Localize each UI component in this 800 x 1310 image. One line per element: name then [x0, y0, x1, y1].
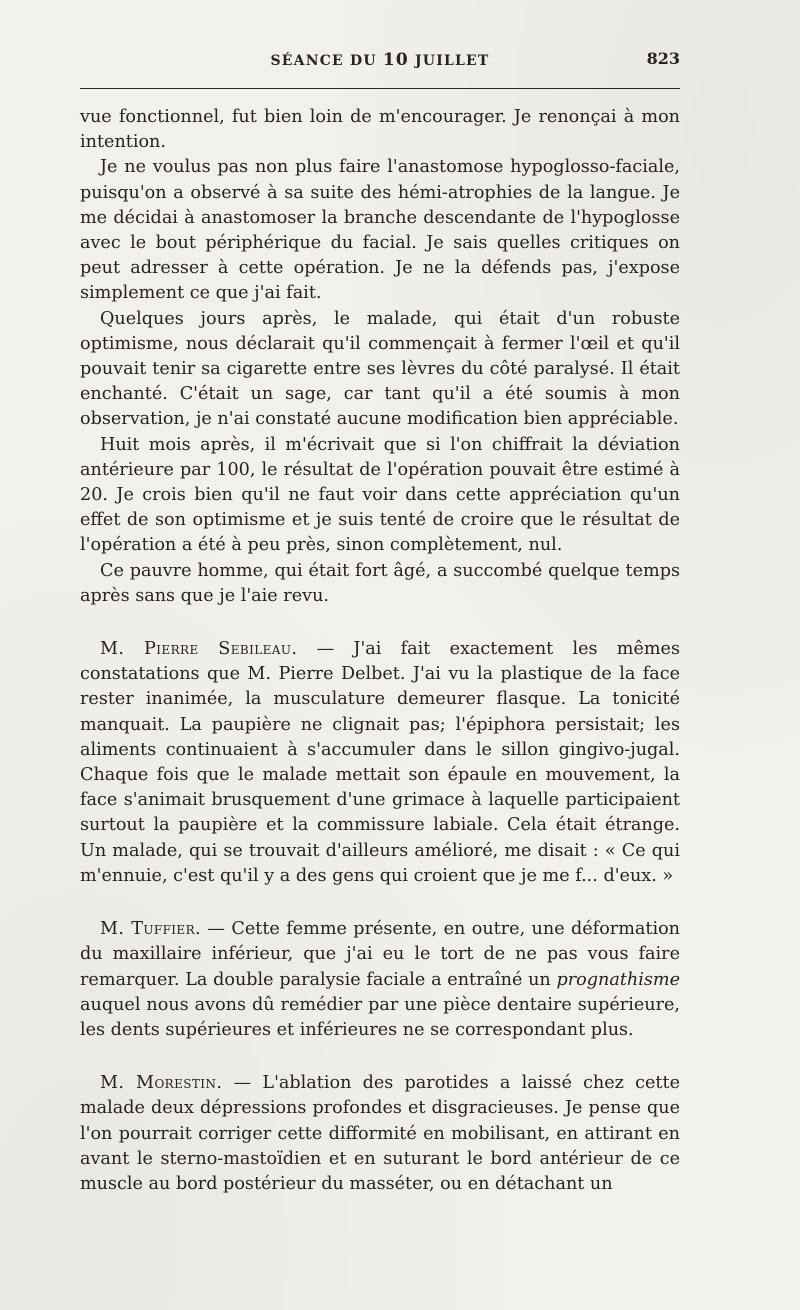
page-number: 823 — [646, 49, 680, 68]
speaker-tuffier: M. Tuffier. — [100, 919, 202, 940]
tuffier-text-a: — Cette femme présente, en outre, une déformation du maxillaire inférieur, que j'ai eu le tort de ne pas vous faire remarquer. La double paralysie faciale a entraîné un — [80, 919, 680, 990]
paragraph-sebileau — [80, 637, 680, 889]
body-text — [80, 105, 680, 1197]
paragraph-continuation: vue fonctionnel, fut bien loin de m'encourager. Je renonçai à mon intention. — [80, 107, 680, 153]
section-gap — [80, 889, 680, 917]
paragraph-morestin — [80, 1071, 680, 1197]
tuffier-text-b: auquel nous avons dû remédier par une pièce dentaire supérieure, les dents supérieures et inférieures ne se correspondant plus. — [80, 994, 680, 1040]
running-head-day: 10 — [382, 50, 409, 70]
running-head — [80, 50, 680, 70]
paragraph-quelques-jours: Quelques jours après, le malade, qui était d'un robuste optimisme, nous déclarait qu'il commençait à fermer l'œil et qu'il pouvait tenir sa cigarette entre ses lèvres du côté paralysé. Il était enchanté. C'était un sage, car tant qu'il a été soumis à mon observation, je n'ai constaté aucune modification bien appréciable. — [80, 308, 680, 430]
tuffier-italic-term: prognathisme — [556, 969, 680, 990]
morestin-text: — L'ablation des parotides a laissé chez cette malade deux dépressions profondes et disgracieuses. Je pense que l'on pourrait corriger cette difformité en mobilisant, en attirant en avant le sterno-mastoïdien et en suturant le bord antérieur de ce muscle au bord postérieur du masséter, ou en détachant un — [80, 1073, 680, 1194]
paragraph-pauvre-homme: Ce pauvre homme, qui était fort âgé, a succombé quelque temps après sans que je l'aie revu. — [80, 560, 680, 606]
paragraph-anastomose: Je ne voulus pas non plus faire l'anastomose hypoglosso-faciale, puisqu'on a observé à sa suite des hémi-atrophies de la langue. Je me décidai à anastomoser la branche descendante de l'hypoglosse avec le bout périphérique du facial. Je sais quelles critiques on peut adresser à cette opération. Je ne la défends pas, j'expose simplement ce que j'ai fait. — [80, 157, 680, 304]
running-head-prefix: SÉANCE DU — [270, 53, 383, 69]
section-gap — [80, 1043, 680, 1071]
speaker-sebileau: M. Pierre Sebileau. — [100, 639, 298, 660]
header-rule — [80, 88, 680, 89]
section-gap — [80, 609, 680, 637]
running-head-suffix: JUILLET — [408, 53, 490, 69]
page-header — [80, 50, 680, 74]
paragraph-huit-mois: Huit mois après, il m'écrivait que si l'on chiffrait la déviation antérieure par 100, le résultat de l'opération pouvait être estimé à 20. Je crois bien qu'il ne faut voir dans cette appréciation qu'un effet de son optimisme et je suis tenté de croire que le résultat de l'opération a été à peu près, sinon complètement, nul. — [80, 434, 680, 556]
sebileau-text: — J'ai fait exactement les mêmes constatations que M. Pierre Delbet. J'ai vu la plastique de la face rester inanimée, la musculature demeurer flasque. La tonicité manquait. La paupière ne clignait pas; l'épiphora persistait; les aliments continuaient à s'accumuler dans le sillon gingivo-jugal. Chaque fois que le malade mettait son épaule en mouvement, la face s'animait brusquement d'une grimace à laquelle participaient surtout la paupière et la commissure labiale. Cela était étrange. Un malade, qui se trouvait d'ailleurs amélioré, me disait : « Ce qui m'ennuie, c'est qu'il y a des gens qui croient que je me f... d'eux. » — [80, 639, 680, 886]
paragraph-tuffier — [80, 917, 680, 1043]
speaker-morestin: M. Morestin. — [100, 1073, 223, 1094]
